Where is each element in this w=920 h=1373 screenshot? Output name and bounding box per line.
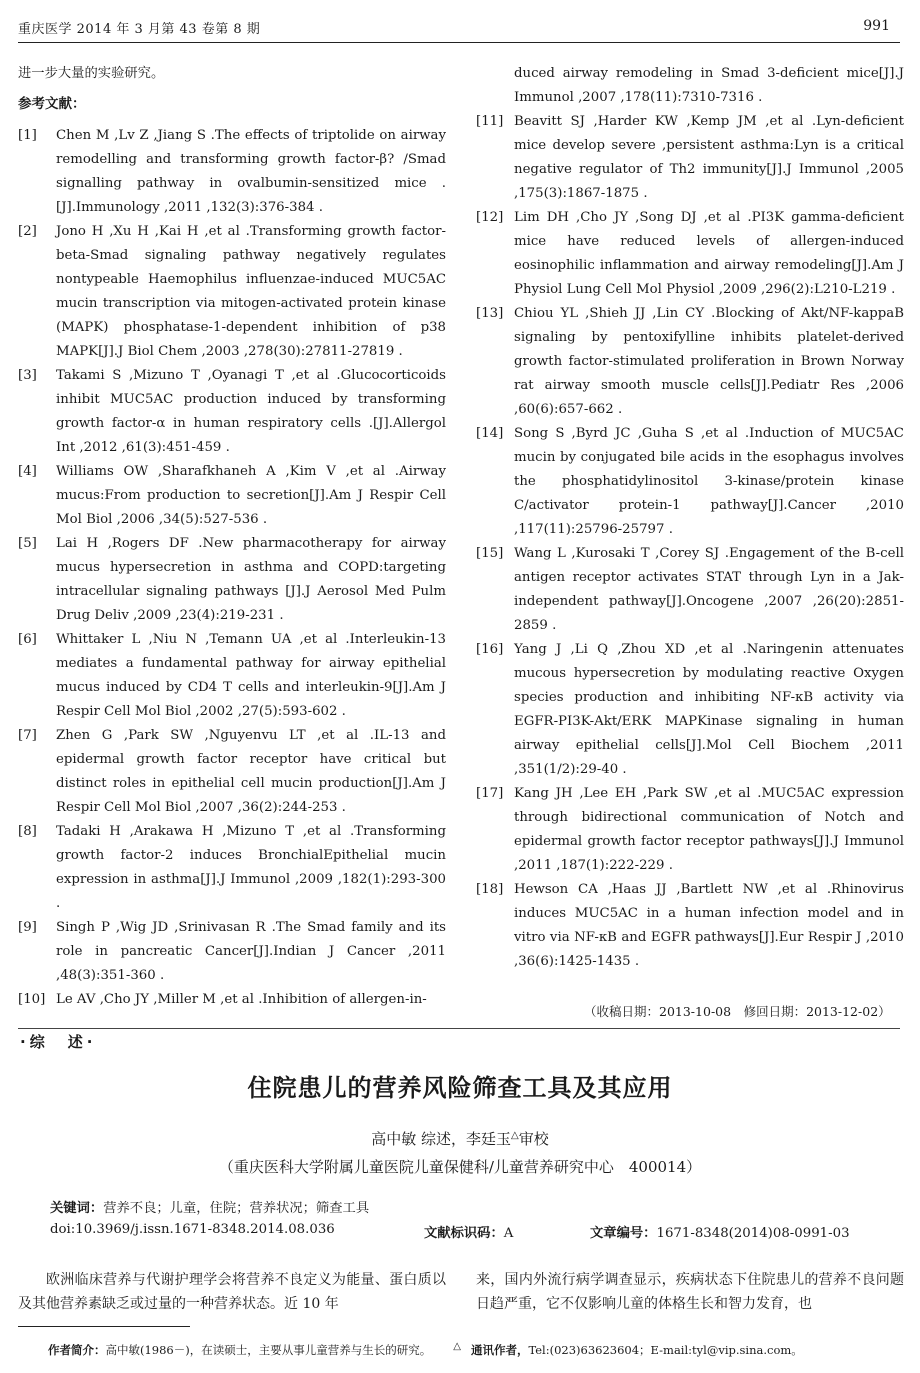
reference-item: [18, 916, 446, 988]
reference-item: [476, 878, 904, 974]
body-text-right: 来，国内外流行病学调查显示，疾病状态下住院患儿的营养不良问题日趋严重，它不仅影响儿童的体格生长和智力发育，也: [476, 1272, 904, 1312]
reference-number: [5]: [18, 536, 37, 551]
authors-text: 高中敏 综述，李廷玉: [371, 1130, 512, 1148]
reference-text: Beavitt SJ ,Harder KW ,Kemp JM ,et al .Lyn-deficient mice develop severe ,persistent asthma:Lyn is a critical negative regulator of Th2 immunity[J].J Immunol ,2005 ,175(3):1867-1875 .: [514, 114, 904, 201]
reference-text: Hewson CA ,Haas JJ ,Bartlett NW ,et al .Rhinovirus induces MUC5AC in a human infection model and in vitro via NF-κB and EGFR pathways[J].Eur Respir J ,2010 ,36(6):1425-1435 .: [514, 882, 904, 969]
reference-list-left: [18, 124, 446, 1012]
reference-item: [18, 220, 446, 364]
author-bio-text: 高中敏(1986－)，在读硕士，主要从事儿童营养与生长的研究。: [105, 1342, 432, 1357]
article-number-value: 1671-8348(2014)08-0991-03: [656, 1226, 850, 1241]
reference-number: [1]: [18, 128, 37, 143]
reference-number: [18]: [476, 882, 504, 897]
reference-item: [476, 206, 904, 302]
document-code-value: A: [503, 1226, 514, 1241]
reference-item: [476, 542, 904, 638]
corresponding-mark: △: [511, 1130, 519, 1141]
affiliation: （重庆医科大学附属儿童医院儿童保健科/儿童营养研究中心 400014）: [218, 1158, 702, 1176]
section-divider: [18, 1028, 900, 1029]
article-number-label: 文章编号：: [590, 1226, 657, 1241]
document-code-label: 文献标识码：: [424, 1226, 504, 1241]
page-number: 991: [863, 18, 890, 34]
article-number: [590, 1222, 850, 1241]
references-heading: 参考文献：: [18, 96, 86, 112]
left-column: [18, 62, 446, 1012]
reference-number: [11]: [476, 114, 504, 129]
reference-text: Tadaki H ,Arakawa H ,Mizuno T ,et al .Transforming growth factor-2 induces BronchialEpithelial mucin expression in asthma[J].J Immunol ,2009 ,182(1):293-300 .: [56, 824, 446, 911]
reference-number: [4]: [18, 464, 37, 479]
reference-text: Kang JH ,Lee EH ,Park SW ,et al .MUC5AC expression through bidirectional communication of Notch and epidermal growth factor receptor pathways[J].J Immunol ,2011 ,187(1):222-229 .: [514, 786, 904, 873]
reference-item: [18, 124, 446, 220]
running-header: [18, 16, 900, 43]
reference-item: [18, 532, 446, 628]
corresponding-mark-footnote: △: [453, 1341, 461, 1352]
reference-number: [12]: [476, 210, 504, 225]
document-code: [424, 1222, 513, 1241]
body-text-left: 欧洲临床营养与代谢护理学会将营养不良定义为能量、蛋白质以及其他营养素缺乏或过量的一种营养状态。近 10 年: [18, 1272, 446, 1312]
reference-number: [17]: [476, 786, 504, 801]
footnote-rule: [18, 1326, 190, 1327]
keywords-label: 关键词：: [50, 1201, 104, 1216]
article-title: 住院患儿的营养风险筛查工具及其应用: [247, 1074, 673, 1102]
reference-number: [2]: [18, 224, 37, 239]
reference-number: [6]: [18, 632, 37, 647]
reference-number: [13]: [476, 306, 504, 321]
reference-number: [16]: [476, 642, 504, 657]
reference-text: Lim DH ,Cho JY ,Song DJ ,et al .PI3K gamma-deficient mice have reduced levels of allergen-induced eosinophilic inflammation and airway remodeling[J].Am J Physiol Lung Cell Mol Physiol ,2009 ,296(2):L210-L219 .: [514, 210, 904, 297]
article-authors: [0, 1128, 920, 1149]
reference-item: [18, 628, 446, 724]
keywords-text: 营养不良；儿童，住院；营养状况；筛查工具: [103, 1201, 370, 1216]
keywords: [50, 1197, 369, 1216]
received-dates: （收稿日期：2013-10-08 修回日期：2013-12-02）: [584, 1004, 891, 1019]
reference-text: Singh P ,Wig JD ,Srinivasan R .The Smad family and its role in pancreatic Cancer[J].Indian J Cancer ,2011 ,48(3):351-360 .: [56, 920, 446, 983]
contact-text: Tel:(023)63623604；E-mail:tyl@vip.sina.com。: [528, 1342, 803, 1357]
reference-text: Williams OW ,Sharafkhaneh A ,Kim V ,et al .Airway mucus:From production to secretion[J].Am J Respir Cell Mol Biol ,2006 ,34(5):527-536 .: [56, 464, 446, 527]
reference-item: [476, 302, 904, 422]
contact-label: 通讯作者，: [470, 1342, 529, 1357]
journal-info: 重庆医学 2014 年 3 月第 43 卷第 8 期: [18, 22, 261, 37]
reference-text: Whittaker L ,Niu N ,Temann UA ,et al .Interleukin-13 mediates a fundamental pathway for airway epithelial mucus induced by CD4 T cells and interleukin-9[J].Am J Respir Cell Mol Biol ,2002 ,27(5):593-602 .: [56, 632, 446, 719]
reference-text: Jono H ,Xu H ,Kai H ,et al .Transforming growth factor-beta-Smad signaling pathway negatively regulates nontypeable Haemophilus influenzae-induced MUC5AC mucin transcription via mitogen-activated protein kinase (MAPK) phosphatase-1-dependent inhibition of p38 MAPK[J].J Biol Chem ,2003 ,278(30):27811-27819 .: [56, 224, 446, 359]
reference-10-continuation: duced airway remodeling in Smad 3-deficient mice[J].J Immunol ,2007 ,178(11):7310-7316 .: [514, 66, 904, 105]
reference-item: [476, 110, 904, 206]
reference-text: Yang J ,Li Q ,Zhou XD ,et al .Naringenin attenuates mucous hypersecretion by modulating reactive Oxygen species production and inhibiting NF-κB activity via EGFR-PI3K-Akt/ERK MAPKinase signaling in human airway epithelial cells[J].Mol Cell Biochem ,2011 ,351(1/2):29-40 .: [514, 642, 904, 777]
reference-item: [18, 820, 446, 916]
reference-text: Takami S ,Mizuno T ,Oyanagi T ,et al .Glucocorticoids inhibit MUC5AC production induced by transforming growth factor-α in human respiratory cells .[J].Allergol Int ,2012 ,61(3):451-459 .: [56, 368, 446, 455]
doi: doi:10.3969/j.issn.1671-8348.2014.08.036: [50, 1222, 335, 1237]
reference-text: Le AV ,Cho JY ,Miller M ,et al .Inhibition of allergen-in-: [56, 992, 427, 1007]
reference-number: [9]: [18, 920, 37, 935]
reference-text: Chen M ,Lv Z ,Jiang S .The effects of triptolide on airway remodelling and transforming growth factor-β? /Smad signalling pathway in ovalbumin-sensitized mice .[J].Immunology ,2011 ,132(3):376-384 .: [56, 128, 446, 215]
reference-text: Zhen G ,Park SW ,Nguyenvu LT ,et al .IL-13 and epidermal growth factor receptor have critical but distinct roles in epithelial cell mucin production[J].Am J Respir Cell Mol Biol ,2007 ,36(2):244-253 .: [56, 728, 446, 815]
footnote: [48, 1341, 803, 1358]
reference-text: Song S ,Byrd JC ,Guha S ,et al .Induction of MUC5AC mucin by conjugated bile acids in the esophagus involves the phosphatidylinositol 3-kinase/protein kinase C/activator protein-1 pathway[J].Cancer ,2010 ,117(11):25796-25797 .: [514, 426, 904, 537]
reference-text: Wang L ,Kurosaki T ,Corey SJ .Engagement of the B-cell antigen receptor activates STAT through Lyn in a Jak-independent pathway[J].Oncogene ,2007 ,26(20):2851-2859 .: [514, 546, 904, 633]
intro-text: 进一步大量的实验研究。: [18, 66, 165, 81]
reference-list-right: [476, 110, 904, 974]
reference-number: [8]: [18, 824, 37, 839]
reference-number: [15]: [476, 546, 504, 561]
author-bio-label: 作者简介：: [48, 1342, 106, 1357]
reference-number: [7]: [18, 728, 37, 743]
reference-item: [18, 460, 446, 532]
reference-text: Lai H ,Rogers DF .New pharmacotherapy for airway mucus hypersecretion in asthma and COPD:targeting intracellular signaling pathways [J].J Aerosol Med Pulm Drug Deliv ,2009 ,23(4):219-231 .: [56, 536, 446, 623]
reference-number: [10]: [18, 992, 46, 1007]
authors-suffix: 审校: [518, 1130, 549, 1148]
right-column: [476, 62, 904, 974]
reference-item: [18, 988, 446, 1012]
section-tag: ·综 述·: [20, 1033, 97, 1051]
reference-item: [18, 724, 446, 820]
reference-number: [14]: [476, 426, 504, 441]
reference-item: [476, 422, 904, 542]
reference-item: [476, 782, 904, 878]
reference-text: Chiou YL ,Shieh JJ ,Lin CY .Blocking of Akt/NF-kappaB signaling by pentoxifylline inhibits platelet-derived growth factor-stimulated proliferation in Brown Norway rat airway smooth muscle cells[J].Pediatr Res ,2006 ,60(6):657-662 .: [514, 306, 904, 417]
reference-item: [18, 364, 446, 460]
reference-number: [3]: [18, 368, 37, 383]
reference-item: [476, 638, 904, 782]
